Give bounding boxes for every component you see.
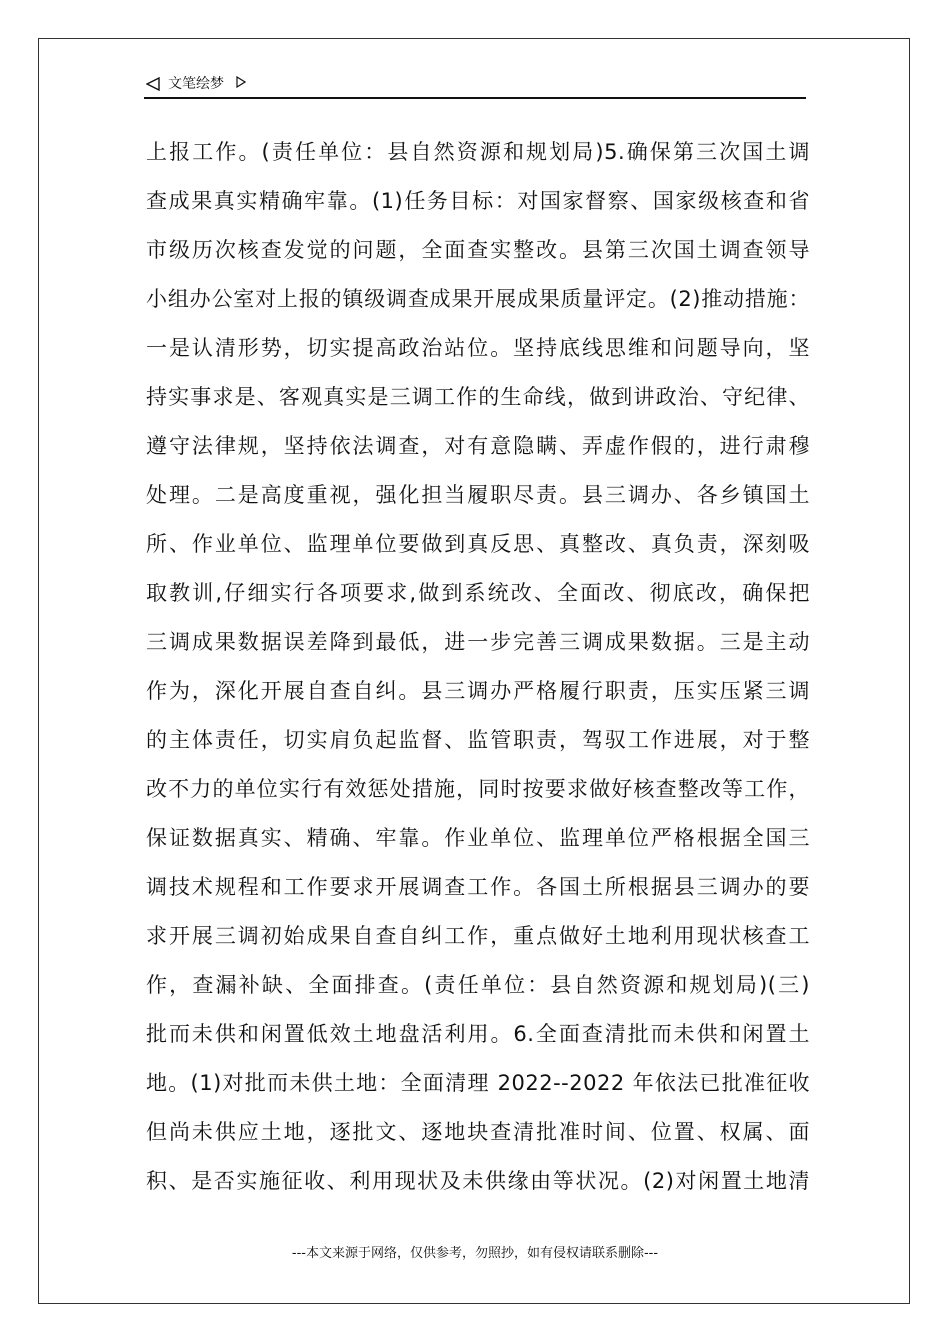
text-line: 处理。二是高度重视，强化担当履职尽责。县三调办、各乡镇国土 (146, 483, 810, 507)
text-line: 批而未供和闲置低效土地盘活利用。6.全面查清批而未供和闲置土 (146, 1022, 810, 1046)
text-line: 小组办公室对上报的镇级调查成果开展成果质量评定。(2)推动措施： (146, 287, 810, 311)
text-line: 的主体责任，切实肩负起监督、监管职责，驾驭工作进展，对于整 (146, 728, 810, 752)
text-line: 遵守法律规，坚持依法调查，对有意隐瞒、弄虚作假的，进行肃穆 (146, 434, 810, 458)
text-line: 三调成果数据误差降到最低，进一步完善三调成果数据。三是主动 (146, 630, 810, 654)
text-line: 取教训,仔细实行各项要求,做到系统改、全面改、彻底改，确保把 (146, 581, 810, 605)
text-line: 作，查漏补缺、全面排查。(责任单位：县自然资源和规划局)(三) (146, 973, 810, 997)
text-line: 上报工作。(责任单位：县自然资源和规划局)5.确保第三次国土调 (146, 140, 810, 164)
text-line: 积、是否实施征收、利用现状及未供缘由等状况。(2)对闲置土地清 (146, 1169, 810, 1193)
text-line: 地。(1)对批而未供土地：全面清理 2022--2022 年依法已批准征收 (146, 1071, 810, 1095)
text-line: 作为，深化开展自查自纠。县三调办严格履行职责，压实压紧三调 (146, 679, 810, 703)
text-line: 所、作业单位、监理单位要做到真反思、真整改、真负责，深刻吸 (146, 532, 810, 556)
text-line: 求开展三调初始成果自查自纠工作，重点做好土地利用现状核查工 (146, 924, 810, 948)
text-line: 但尚未供应土地，逐批文、逐地块查清批准时间、位置、权属、面 (146, 1120, 810, 1144)
footer-notice: ---本文来源于网络，仅供参考，勿照抄，如有侵权请联系删除--- (291, 1246, 659, 1261)
triangle-right-icon (236, 76, 246, 88)
text-line: 保证数据真实、精确、牢靠。作业单位、监理单位严格根据全国三 (146, 826, 810, 850)
text-line: 一是认清形势，切实提高政治站位。坚持底线思维和问题导向，坚 (146, 336, 810, 360)
header-brand: 文笔绘梦 (168, 76, 224, 92)
text-line: 持实事求是、客观真实是三调工作的生命线，做到讲政治、守纪律、 (146, 385, 810, 409)
text-line: 调技术规程和工作要求开展调查工作。各国土所根据县三调办的要 (146, 875, 810, 899)
header-rule (144, 97, 806, 99)
triangle-left-icon (146, 77, 160, 91)
text-line: 查成果真实精确牢靠。(1)任务目标：对国家督察、国家级核查和省 (146, 189, 810, 213)
page-header (146, 72, 806, 98)
text-line: 市级历次核查发觉的问题，全面查实整改。县第三次国土调查领导 (146, 238, 810, 262)
body-text (146, 128, 810, 1206)
text-line: 改不力的单位实行有效惩处措施，同时按要求做好核查整改等工作， (146, 777, 810, 801)
